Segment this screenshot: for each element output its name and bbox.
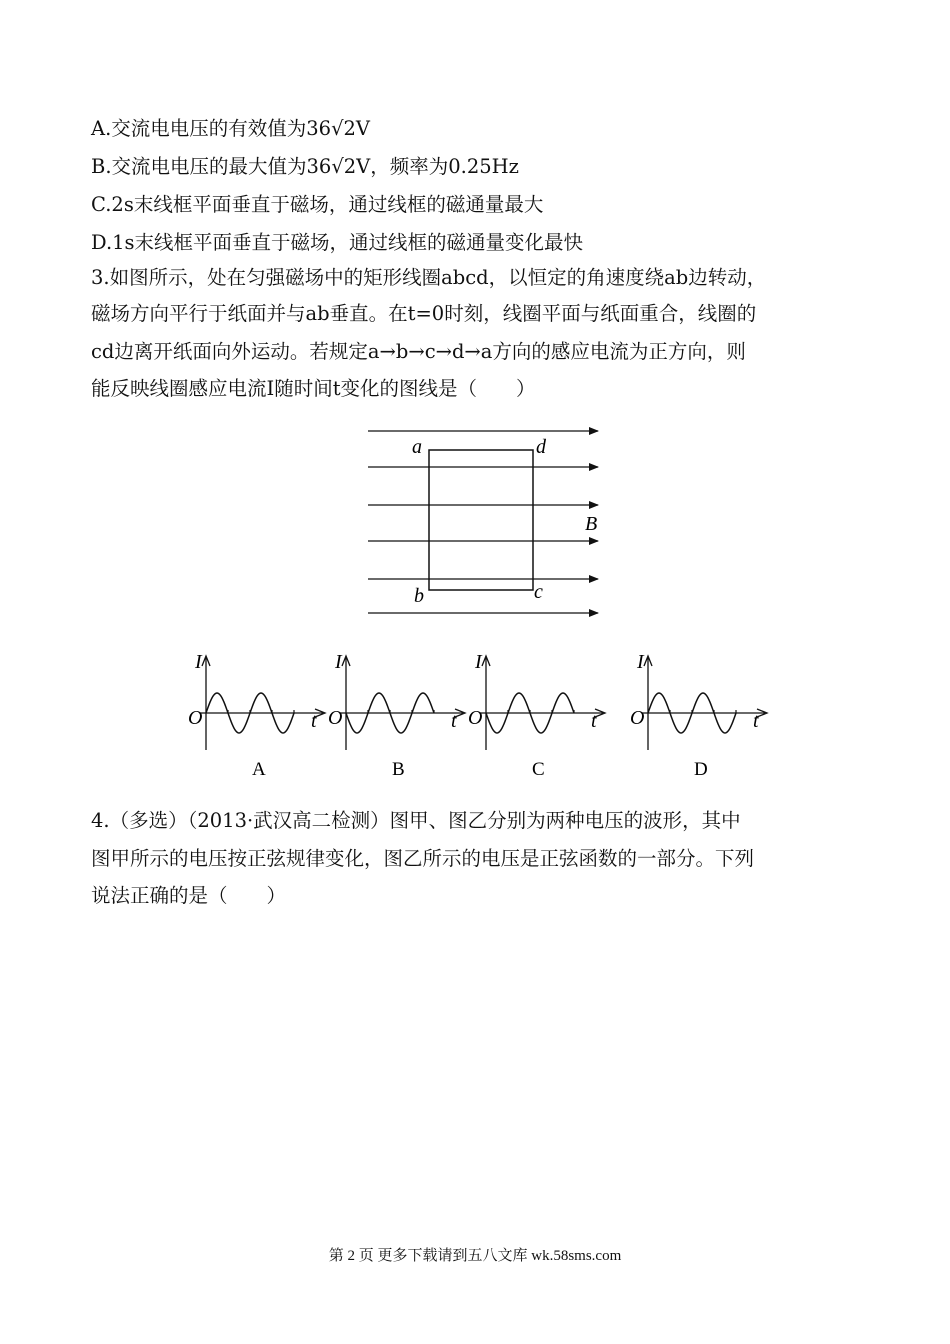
x-axis-label: t [311,710,317,732]
origin-label: O [188,707,203,729]
x-axis-label: t [591,710,597,732]
field-label-b: B [585,513,598,535]
question-4-line-3: 说法正确的是（ ） [91,884,287,907]
corner-label-b: b [414,585,424,607]
option-caption: A [252,759,266,780]
corner-label-c: c [534,581,543,603]
option-c: C.2s末线框平面垂直于磁场，通过线框的磁通量最大 [91,193,544,216]
option-caption: C [532,759,545,780]
graph-option-a [183,650,333,780]
graph-option-b [323,650,473,780]
y-axis-label: I [335,651,342,673]
origin-label: O [630,707,645,729]
x-axis-label: t [451,710,457,732]
question-3-line-4: 能反映线圈感应电流I随时间t变化的图线是（ ） [91,377,536,400]
question-4-line-1: 4.（多选）（2013·武汉高二检测）图甲、图乙分别为两种电压的波形，其中 [91,809,741,832]
corner-label-a: a [412,436,422,458]
rectangular-coil [429,450,533,590]
y-axis-label: I [637,651,644,673]
graph-option-d [625,650,775,780]
coil-figure [360,420,610,620]
page-footer: 第 2 页 更多下载请到五八文库 wk.58sms.com [328,1248,622,1264]
question-3-line-2: 磁场方向平行于纸面并与ab垂直。在t=0时刻，线圈平面与纸面重合，线圈的 [91,302,757,325]
y-axis-label: I [475,651,482,673]
origin-label: O [328,707,343,729]
question-3-line-1: 3.如图所示，处在匀强磁场中的矩形线圈abcd，以恒定的角速度绕ab边转动， [91,266,767,289]
question-4-line-2: 图甲所示的电压按正弦规律变化，图乙所示的电压是正弦函数的一部分。下列 [91,847,755,870]
x-axis-label: t [753,710,759,732]
option-b: B.交流电电压的最大值为36√2V，频率为0.25Hz [91,155,519,178]
option-caption: B [392,759,405,780]
question-3-line-3: cd边离开纸面向外运动。若规定a→b→c→d→a方向的感应电流为正方向，则 [91,340,746,363]
graph-option-c [463,650,613,780]
option-caption: D [694,759,708,780]
y-axis-label: I [195,651,202,673]
option-a: A.交流电电压的有效值为36√2V [91,117,371,140]
origin-label: O [468,707,483,729]
corner-label-d: d [536,436,546,458]
option-d: D.1s末线框平面垂直于磁场，通过线框的磁通量变化最快 [91,231,584,254]
